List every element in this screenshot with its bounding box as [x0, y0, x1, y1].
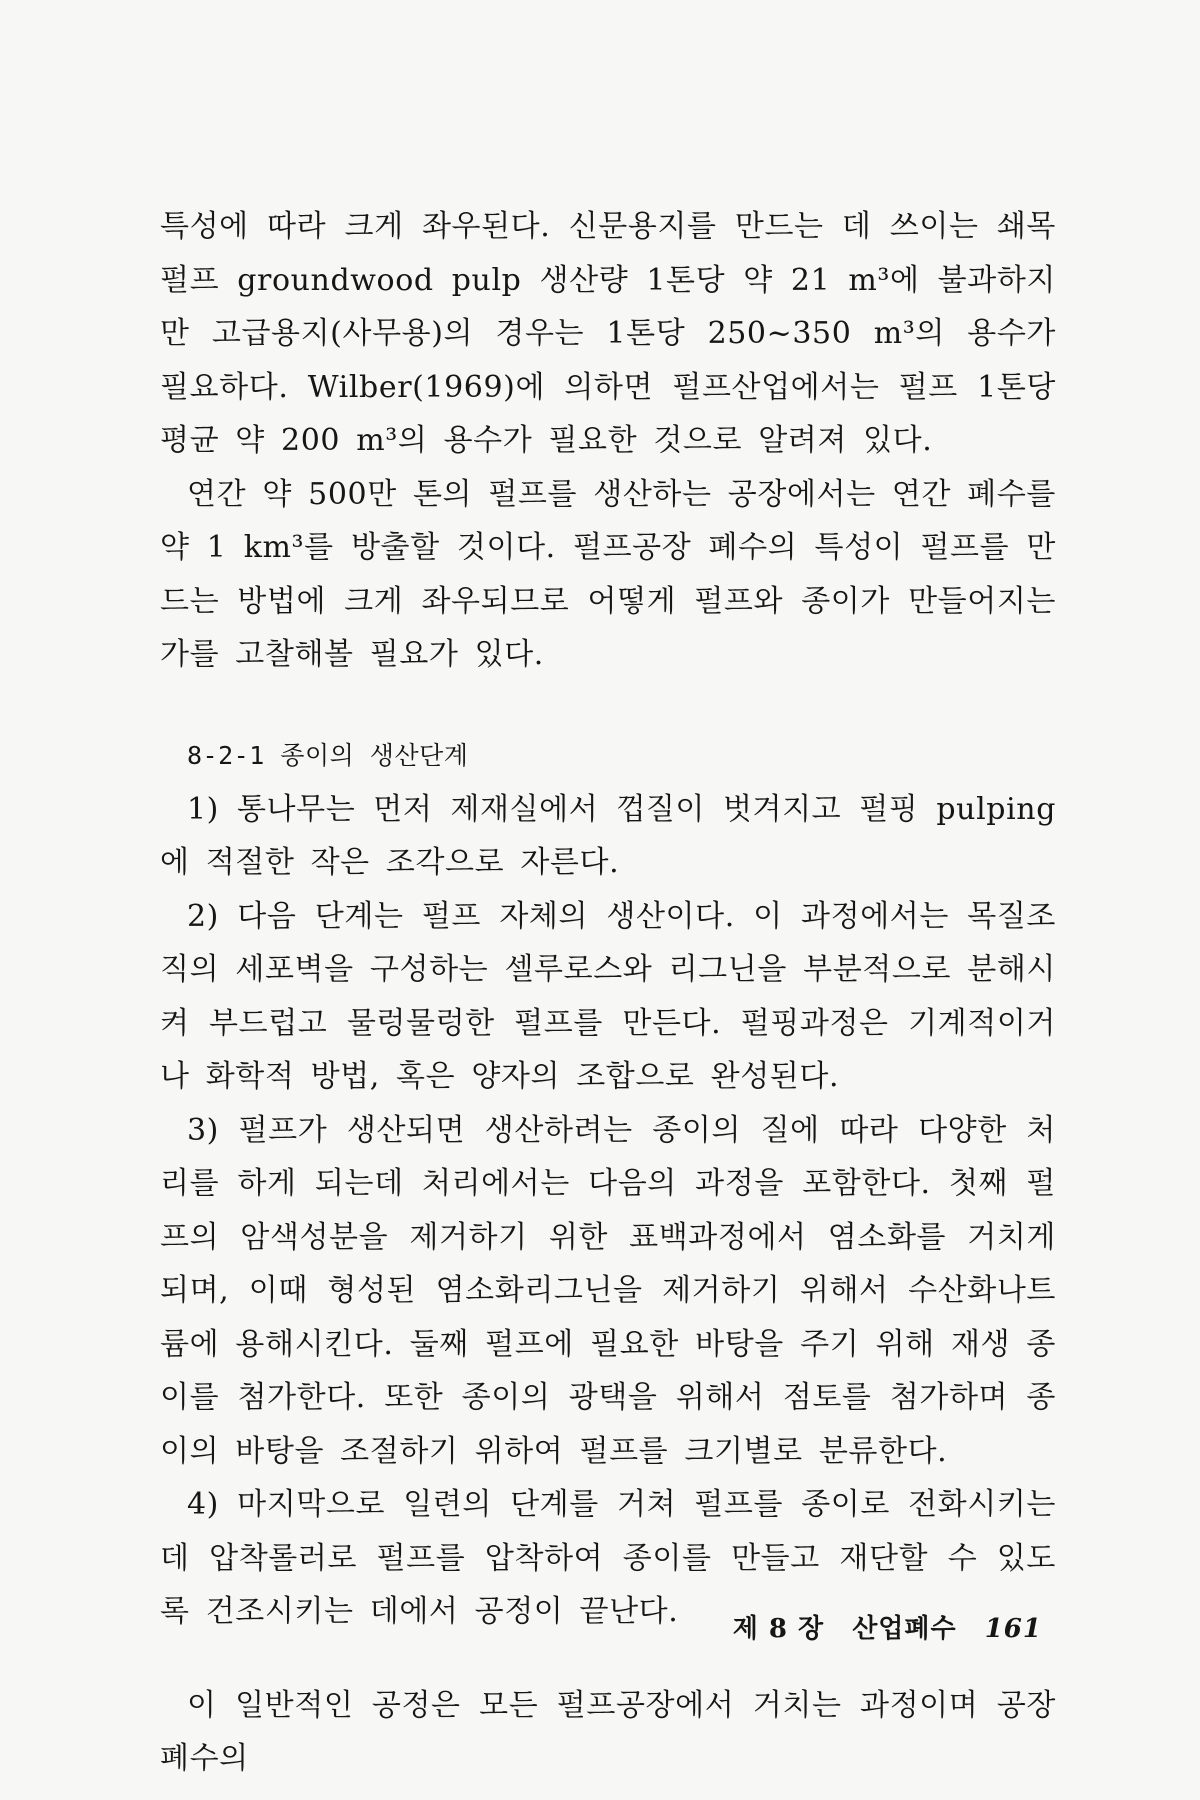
- step-paragraph-2: 2) 다음 단계는 펄프 자체의 생산이다. 이 과정에서는 목질조직의 세포벽을 구성하는 셀루로스와 리그닌을 부분적으로 분해시켜 부드럽고 물렁물렁한 펄프를 만든다. 펄핑과정은 기계적이거나 화학적 방법, 혹은 양자의 조합으로 완성된다.: [160, 898, 1056, 1094]
- page-number: 161: [984, 1614, 1042, 1644]
- intro-paragraph-wastewater: 연간 약 500만 톤의 펄프를 생산하는 공장에서는 연간 폐수를 약 1 km³를 방출할 것이다. 펄프공장 폐수의 특성이 펄프를 만드는 방법에 크게 좌우되므로 어떻게 펄프와 종이가 만들어지는가를 고찰해볼 필요가 있다.: [160, 476, 1056, 672]
- closing-paragraph: 이 일반적인 공정은 모든 펄프공장에서 거치는 과정이며 공장폐수의: [160, 1687, 1056, 1776]
- section-heading: 8-2-1 종이의 생산단계: [187, 740, 469, 770]
- chapter-label: 제 8 장: [732, 1614, 825, 1644]
- section-spacer: [160, 682, 1056, 728]
- main-text-column: [160, 200, 1056, 1786]
- intro-paragraph-continued: 특성에 따라 크게 좌우된다. 신문용지를 만드는 데 쓰이는 쇄목펄프 groundwood pulp 생산량 1톤당 약 21 m³에 불과하지만 고급용지(사무용)의 경우는 1톤당 250~350 m³의 용수가 필요하다. Wilber(1969)에 의하면 펄프산업에서는 펄프 1톤당 평균 약 200 m³의 용수가 필요한 것으로 알려져 있다.: [160, 209, 1056, 458]
- step-paragraph-3: 3) 펄프가 생산되면 생산하려는 종이의 질에 따라 다양한 처리를 하게 되는데 처리에서는 다음의 과정을 포함한다. 첫째 펄프의 암색성분을 제거하기 위한 표백과정에서 염소화를 거치게 되며, 이때 형성된 염소화리그닌을 제거하기 위해서 수산화나트륨에 용해시킨다. 둘째 펄프에 필요한 바탕을 주기 위해 재생 종이를 첨가한다. 또한 종이의 광택을 위해서 점토를 첨가하며 종이의 바탕을 조절하기 위하여 펄프를 크기별로 분류한다.: [160, 1112, 1056, 1469]
- chapter-title: 산업폐수: [852, 1614, 957, 1644]
- page-footer: [733, 1608, 1042, 1645]
- step-paragraph-1: 1) 통나무는 먼저 제재실에서 껍질이 벗겨지고 펄핑 pulping에 적절한 작은 조각으로 자른다.: [160, 791, 1056, 880]
- step-paragraph-4: 4) 마지막으로 일련의 단계를 거쳐 펄프를 종이로 전화시키는데 압착롤러로 펄프를 압착하여 종이를 만들고 재단할 수 있도록 건조시키는 데에서 공정이 끝난다.: [160, 1487, 1056, 1629]
